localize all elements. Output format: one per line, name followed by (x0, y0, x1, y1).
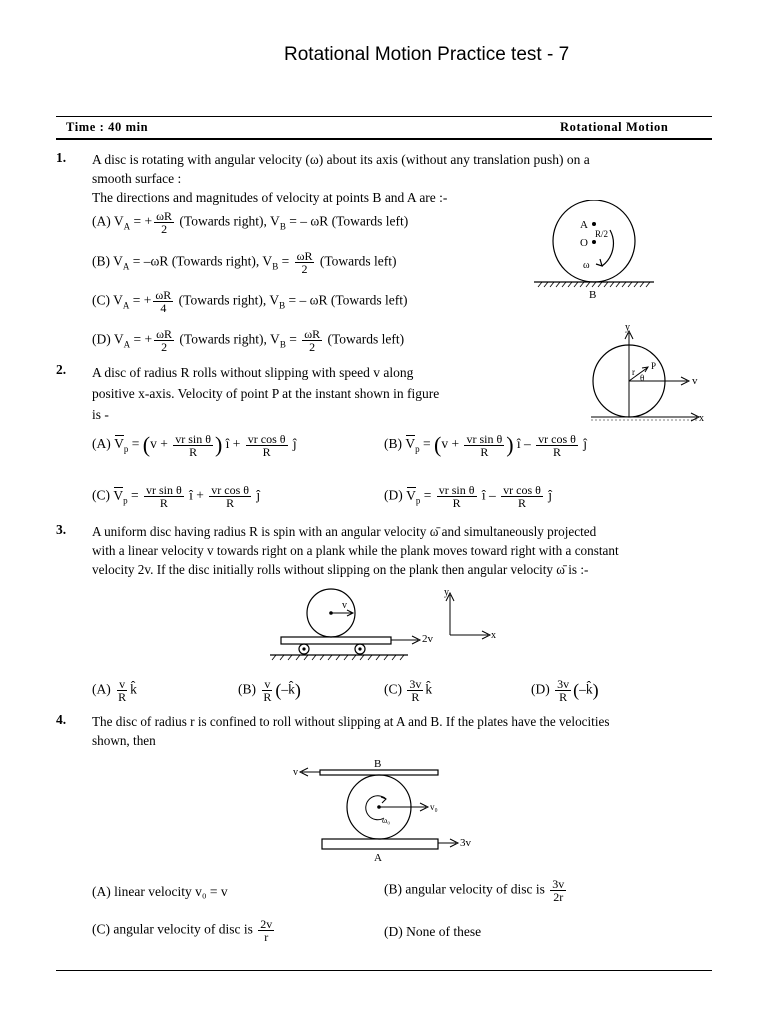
center-velocity-label: v₀ (430, 802, 438, 812)
q2-option-a[interactable]: (A) $V_p = (v$ + $\frac{\text{vr sin θ}}{R}$ ) î + $\frac{\text{vr cos θ}}{R}$ ĵ (92, 431, 297, 459)
question-number: 2. (56, 362, 67, 377)
question-line: smooth surface : (92, 171, 182, 186)
q2-option-b[interactable]: (B) $V_p = (v$ + $\frac{\text{vr sin θ}}{R}$ ) î – $\frac{\text{vr cos θ}}{R}$ ĵ (384, 431, 588, 459)
fraction-den: 2r (553, 890, 564, 904)
point-p-label: P (651, 361, 657, 371)
q3-option-b[interactable]: (B) $\frac{v}{R}$ (–k̂) (238, 677, 301, 704)
question-line: velocity 2v. If the disc initially rolls without slipping on the plank then angular velocity ω̄ is :- (92, 562, 589, 577)
question-3-text (92, 522, 716, 579)
x-axis-label: x (699, 413, 704, 424)
fraction-den: r (264, 930, 269, 944)
q2-disc-figure (585, 325, 710, 425)
q3-disc-plank-figure (268, 585, 508, 665)
fraction-num: 2v (260, 917, 273, 931)
plate-a-velocity-label: 3v (460, 837, 471, 849)
y-axis-label: y (625, 325, 630, 333)
radius-label: R/2 (595, 229, 609, 239)
radius-label: r (632, 367, 635, 377)
x-axis-label: x (491, 630, 496, 641)
question-2-text (92, 362, 512, 425)
q4-option-d[interactable]: (D) None of these (384, 924, 482, 939)
q4-option-c[interactable] (92, 918, 276, 943)
subject-label: Rotational Motion (560, 120, 669, 134)
header-bottom-rule (56, 138, 712, 140)
question-line: A disc of radius R rolls without slipping with speed v along (92, 365, 414, 380)
question-number: 3. (56, 522, 67, 537)
question-line: positive x-axis. Velocity of point P at the instant shown in figure (92, 386, 440, 401)
disc-velocity-label: v (342, 600, 347, 611)
question-line: with a linear velocity v towards right on a plank while the plank moves toward right with a constant (92, 543, 619, 558)
question-line: The directions and magnitudes of velocity at points B and A are :- (92, 190, 448, 205)
q3-option-c[interactable]: (C) $\frac{3v}{R}$ k̂ (384, 677, 433, 704)
question-line: is - (92, 407, 109, 422)
question-1-text (92, 150, 712, 207)
question-line: shown, then (92, 733, 156, 748)
q2-option-c[interactable]: (C) $V_p$ = $\frac{\text{vr sin θ}}{R}$ î + $\frac{\text{vr cos θ}}{R}$ ĵ (92, 483, 261, 510)
plate-a-label: A (374, 852, 382, 864)
footer-rule (56, 970, 712, 971)
q1-option-a[interactable]: (A) $V_A$ = + $\frac{\omega R}{2}$ (Towards right), $V_B$ = – ωR (Towards left) (92, 209, 409, 236)
q2-option-d[interactable]: (D) $V_p$ = $\frac{\text{vr sin θ}}{R}$ î – $\frac{\text{vr cos θ}}{R}$ ĵ (384, 483, 553, 510)
question-number: 4. (56, 712, 67, 727)
q4-option-a[interactable]: (A) linear velocity v₀ = v (92, 884, 228, 899)
plank-velocity-label: 2v (422, 633, 433, 645)
omega-label: ω₀ (382, 816, 391, 825)
point-o-label: O (580, 237, 588, 249)
q3-option-d[interactable]: (D) $\frac{3v}{R}$ (–k̂) (531, 677, 599, 704)
option-text: (C) angular velocity of disc is (92, 921, 253, 937)
plate-b-label: B (374, 758, 382, 770)
point-a-label: A (580, 219, 588, 231)
point-b-label: B (589, 289, 597, 301)
page-title: Rotational Motion Practice test - 7 (284, 44, 570, 65)
y-axis-label: y (444, 587, 449, 598)
option-text: (B) angular velocity of disc is (384, 881, 545, 897)
question-line: A uniform disc having radius R is spin with an angular velocity ω̄ and simultaneously projected (92, 524, 597, 539)
q1-option-c[interactable]: (C) $V_A$ = + $\frac{\omega R}{4}$ (Towards right), $V_B$ = – ωR (Towards left) (92, 288, 408, 315)
q3-option-a[interactable]: (A) $\frac{v}{R}$ k̂ (92, 677, 137, 704)
question-4-text (92, 712, 716, 750)
time-label: Time : 40 min (66, 120, 149, 134)
q1-disc-figure (530, 200, 660, 305)
header-top-rule (56, 116, 712, 117)
question-line: A disc is rotating with angular velocity (ω) about its axis (without any translation push) on a (92, 152, 590, 167)
fraction-num: 3v (552, 877, 565, 891)
velocity-label: v (692, 375, 698, 387)
q4-option-b[interactable] (384, 878, 568, 903)
theta-label: θ (640, 373, 645, 383)
omega-label: ω (583, 260, 590, 271)
q1-option-b[interactable]: (B) $V_A = -\omega R$ (Towards right), $V_B$ = $\frac{\omega R}{2}$ (Towards left) (92, 249, 397, 276)
question-number: 1. (56, 150, 67, 165)
plate-b-velocity-label: v (293, 767, 298, 778)
q4-disc-plates-figure (290, 755, 490, 867)
question-line: The disc of radius r is confined to roll without slipping at A and B. If the plates have the velocities (92, 714, 610, 729)
q1-option-d[interactable]: (D) $V_A$ = + $\frac{\omega R}{2}$ (Towards right), $V_B$ = $\frac{\omega R}{2}$ (Towards left) (92, 327, 405, 354)
